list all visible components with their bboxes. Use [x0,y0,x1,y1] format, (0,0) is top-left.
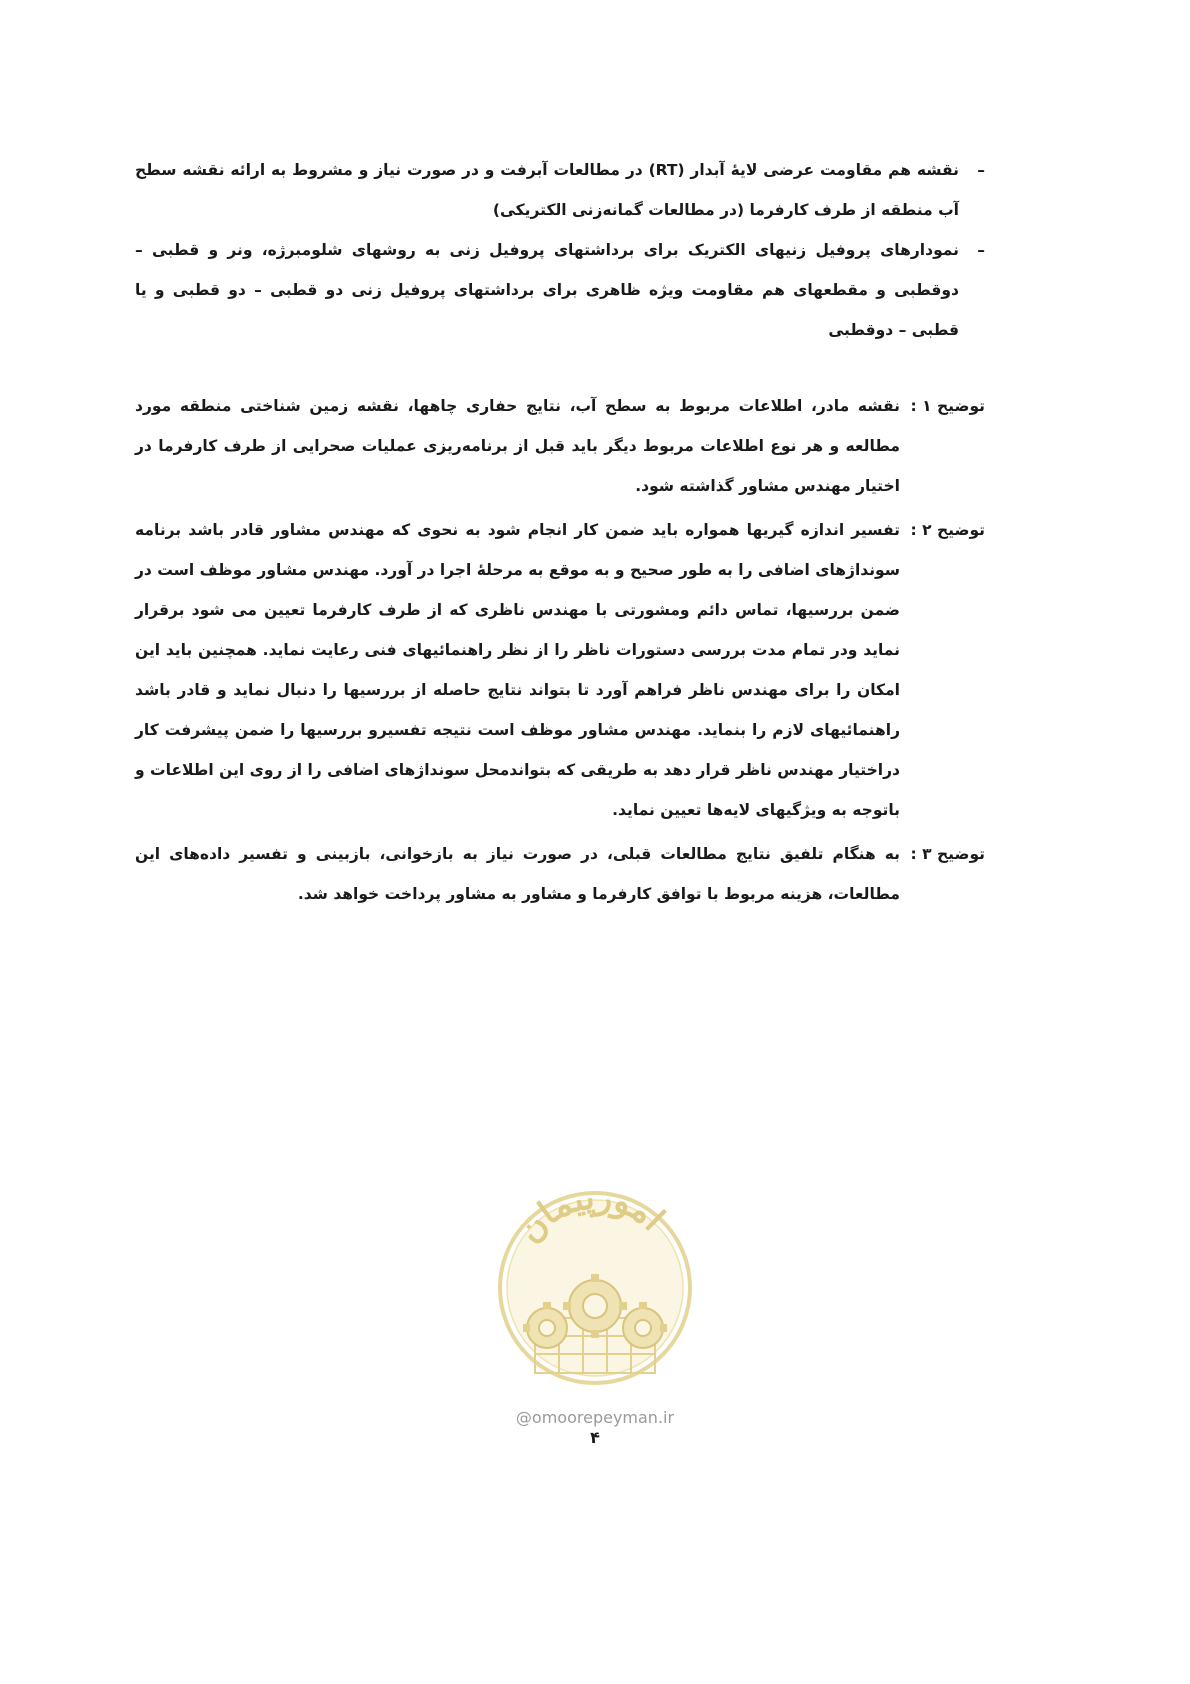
note-text: نقشه مادر، اطلاعات مربوط به سطح آب، نتایج حفاری چاهها، نقشه زمین شناختی منطقه مورد مطالعه و هر نوع اطلاعات مربوط دیگر باید قبل از برنامه‌ریزی عملیات صحرایی از طرف کارفرما در اختیار مهندس مشاور گذاشته شود. [135,397,900,495]
notes-list [135,386,985,914]
bullet-text: نقشه هم مقاومت عرضی لایۀ آبدار (RT) در مطالعات آبرفت و در صورت نیاز و مشروط به ارائه نقشه سطح آب منطقه از طرف کارفرما (در مطالعات گمانه‌زنی الکتریکی) [135,161,959,219]
logo-text: امورپیمان [509,1178,673,1251]
bullet-marker: – [977,161,985,179]
note-1 [135,386,985,506]
note-label: توضیح ۱ : [910,397,985,415]
note-text: به هنگام تلفیق نتایج مطالعات قبلی، در صورت نیاز به بازخوانی، بازبینی و تفسیر داده‌های این مطالعات، هزینه مربوط با توافق کارفرما و مشاور به مشاور پرداخت خواهد شد. [135,845,900,903]
note-2 [135,510,985,830]
bullet-text: نمودارهای پروفیل زنیهای الکتریک برای برداشتهای پروفیل زنی به روشهای شلومبرژه، ونر و قطبی – دوقطبی و مقطعهای هم مقاومت ویژه ظاهری برای برداشتهای پروفیل زنی دو قطبی – دو قطبی و یا قطبی – دوقطبی [135,241,959,339]
bullet-marker: – [977,241,985,259]
bullet-list [135,150,985,350]
logo-icon [495,1178,695,1403]
note-3 [135,834,985,914]
bullet-item-profile-charts [135,230,985,350]
page-number: ۴ [590,1428,600,1447]
watermark-logo [495,1178,695,1403]
document-body [135,150,985,918]
note-text: تفسیر اندازه گیریها همواره باید ضمن کار انجام شود به نحوی که مهندس مشاور قادر باشد برنامه سونداژهای اضافی را به طور صحیح و به موقع به مرحلۀ اجرا در آورد. مهندس مشاور موظف است در ضمن بررسیها، تماس دائم ومشورتی با مهندس ناظری که از طرف کارفرما تعیین می شود برقرار نماید ودر تمام مدت بررسی دستورات ناظر را از نظر راهنمائیهای فنی رعایت نماید. همچنین باید این امکان را برای مهندس ناظر فراهم آورد تا بتواند نتایج حاصله از بررسیها را دنبال نماید و قادر باشد راهنمائیهای لازم را بنماید. مهندس مشاور موظف است نتیجه تفسیرو بررسیها را ضمن پیشرفت کار دراختیار مهندس ناظر قرار دهد به طریقی که بتواندمحل سونداژهای اضافی را از روی این اطلاعات و باتوجه به ویژگیهای لایه‌ها تعیین نماید. [135,521,900,819]
watermark-website: @omoorepeyman.ir [515,1408,675,1427]
note-label: توضیح ۳ : [910,845,985,863]
bullet-item-rt-map [135,150,985,230]
note-label: توضیح ۲ : [910,521,985,539]
